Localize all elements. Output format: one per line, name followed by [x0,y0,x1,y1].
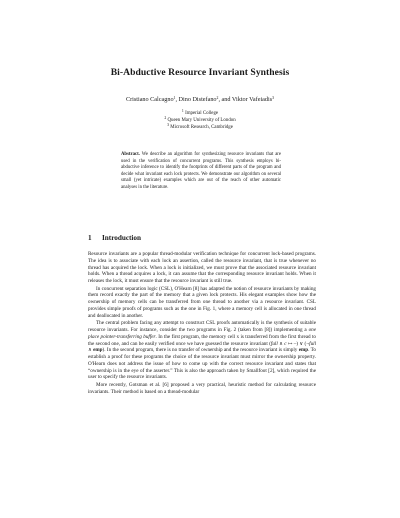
paragraph-text: ) ∨ (¬ [296,340,310,347]
affiliation-text: Imperial College [185,111,219,116]
formula-keyword: emp [93,347,103,354]
emphasized-term: one place pointer-transferring buffer [88,327,316,340]
author-name: Cristiano Calcagno [125,96,174,103]
affiliation-list [0,110,400,132]
formula: full [309,340,316,347]
paragraph-text: ). In the second program, there is no transfer of ownership and the resource invariant is simply [102,347,299,354]
affiliation-text: Queen Mary University of London [167,118,236,124]
paragraph-text: The central problem facing any attempt to construct CSL proofs automatically is the synthesis of suitable resource invariants. For instance, consider the two programs in Fig. 2 (taken from [8]) implementing a [88,320,316,334]
section-body [88,251,316,396]
body-paragraph: Resource invariants are a popular thread-modular verification technique for concurrent lock-based programs. The idea is to associate with each lock an assertion, called the resource invariant, that is true whenever no thread has acquired the lock. When a lock is initialized, we must prove that the associated resource invariant holds. When a thread acquires a lock, it can assume that the corresponding resource invariant holds. When it releases the lock, it must ensure that the resource invariant is still true. [88,251,316,284]
paper-title: Bi-Abductive Resource Invariant Synthesis [110,67,290,78]
section-title: Introduction [102,234,142,242]
abstract [121,152,281,191]
paragraph-text: . To establish a proof for these programs the choice of the resource invariant must mirror the ownership property. O'Hearn does not address the issue of how to come up with the correct resource invariant and states that “ownership is in the eye of the asserter.” This is also the approach taken by Smallfoot [2], which required the user to specify the resource invariants. [88,347,316,381]
paragraph-text: ∧ [88,347,94,354]
affiliation-mark: 1 [181,108,184,113]
author-separator: , and [218,96,232,103]
author-affil-mark: 1 [173,95,176,100]
formula: full ∧ c ↦ – [270,340,297,347]
affiliation [0,117,400,124]
abstract-label: Abstract. [121,152,140,157]
section-heading [88,234,328,242]
body-paragraph: In concurrent separation logic (CSL), O'Hearn [8] has adapted the notion of resource invariants by making them record exactly the part of the memory that a given lock protects. His elegant examples show how the ownership of memory cells can be transferred from one thread to another via a resource invariant. CSL provides simple proofs of programs such as the one in Fig. 1, where a memory cell is allocated in one thread and deallocated in another. [88,285,316,319]
author-list [0,96,400,103]
affiliation-text: Microsoft Research, Cambridge [170,125,233,131]
abstract-text: We describe an algorithm for synthesizing resource invariants that are used in the verification of concurrent programs. This synthesis employs bi-abductive inference to identify the footprints of different parts of the program and decide what invariant each lock protects. We demonstrate our algorithm on several small (yet intricate) examples which are out of the reach of other automatic analyses in the literature. [121,152,282,190]
affiliation-mark: 2 [164,116,167,121]
affiliation [0,124,400,131]
author-name: Viktor Vafeiadis [231,96,273,103]
affiliation [0,110,400,117]
body-paragraph [88,320,316,381]
affiliation-mark: 3 [167,123,170,128]
author-affil-mark: 2 [216,95,219,100]
author-separator: , [175,96,179,103]
body-paragraph: More recently, Gotsman et al. [6] proposed a very practical, heuristic method for calculating resource invariants. Their method is based on a thread-modular [88,381,316,395]
author-affil-mark: 3 [272,95,275,100]
formula-keyword: emp [298,347,309,354]
author-name: Dino Distefano [178,96,217,103]
section-number: 1 [88,234,92,242]
paragraph-text: . In the first program, the memory cell x is transferred from the first thread to the second one, and can be easily verified once we have guessed the resource invariant ( [88,333,316,347]
